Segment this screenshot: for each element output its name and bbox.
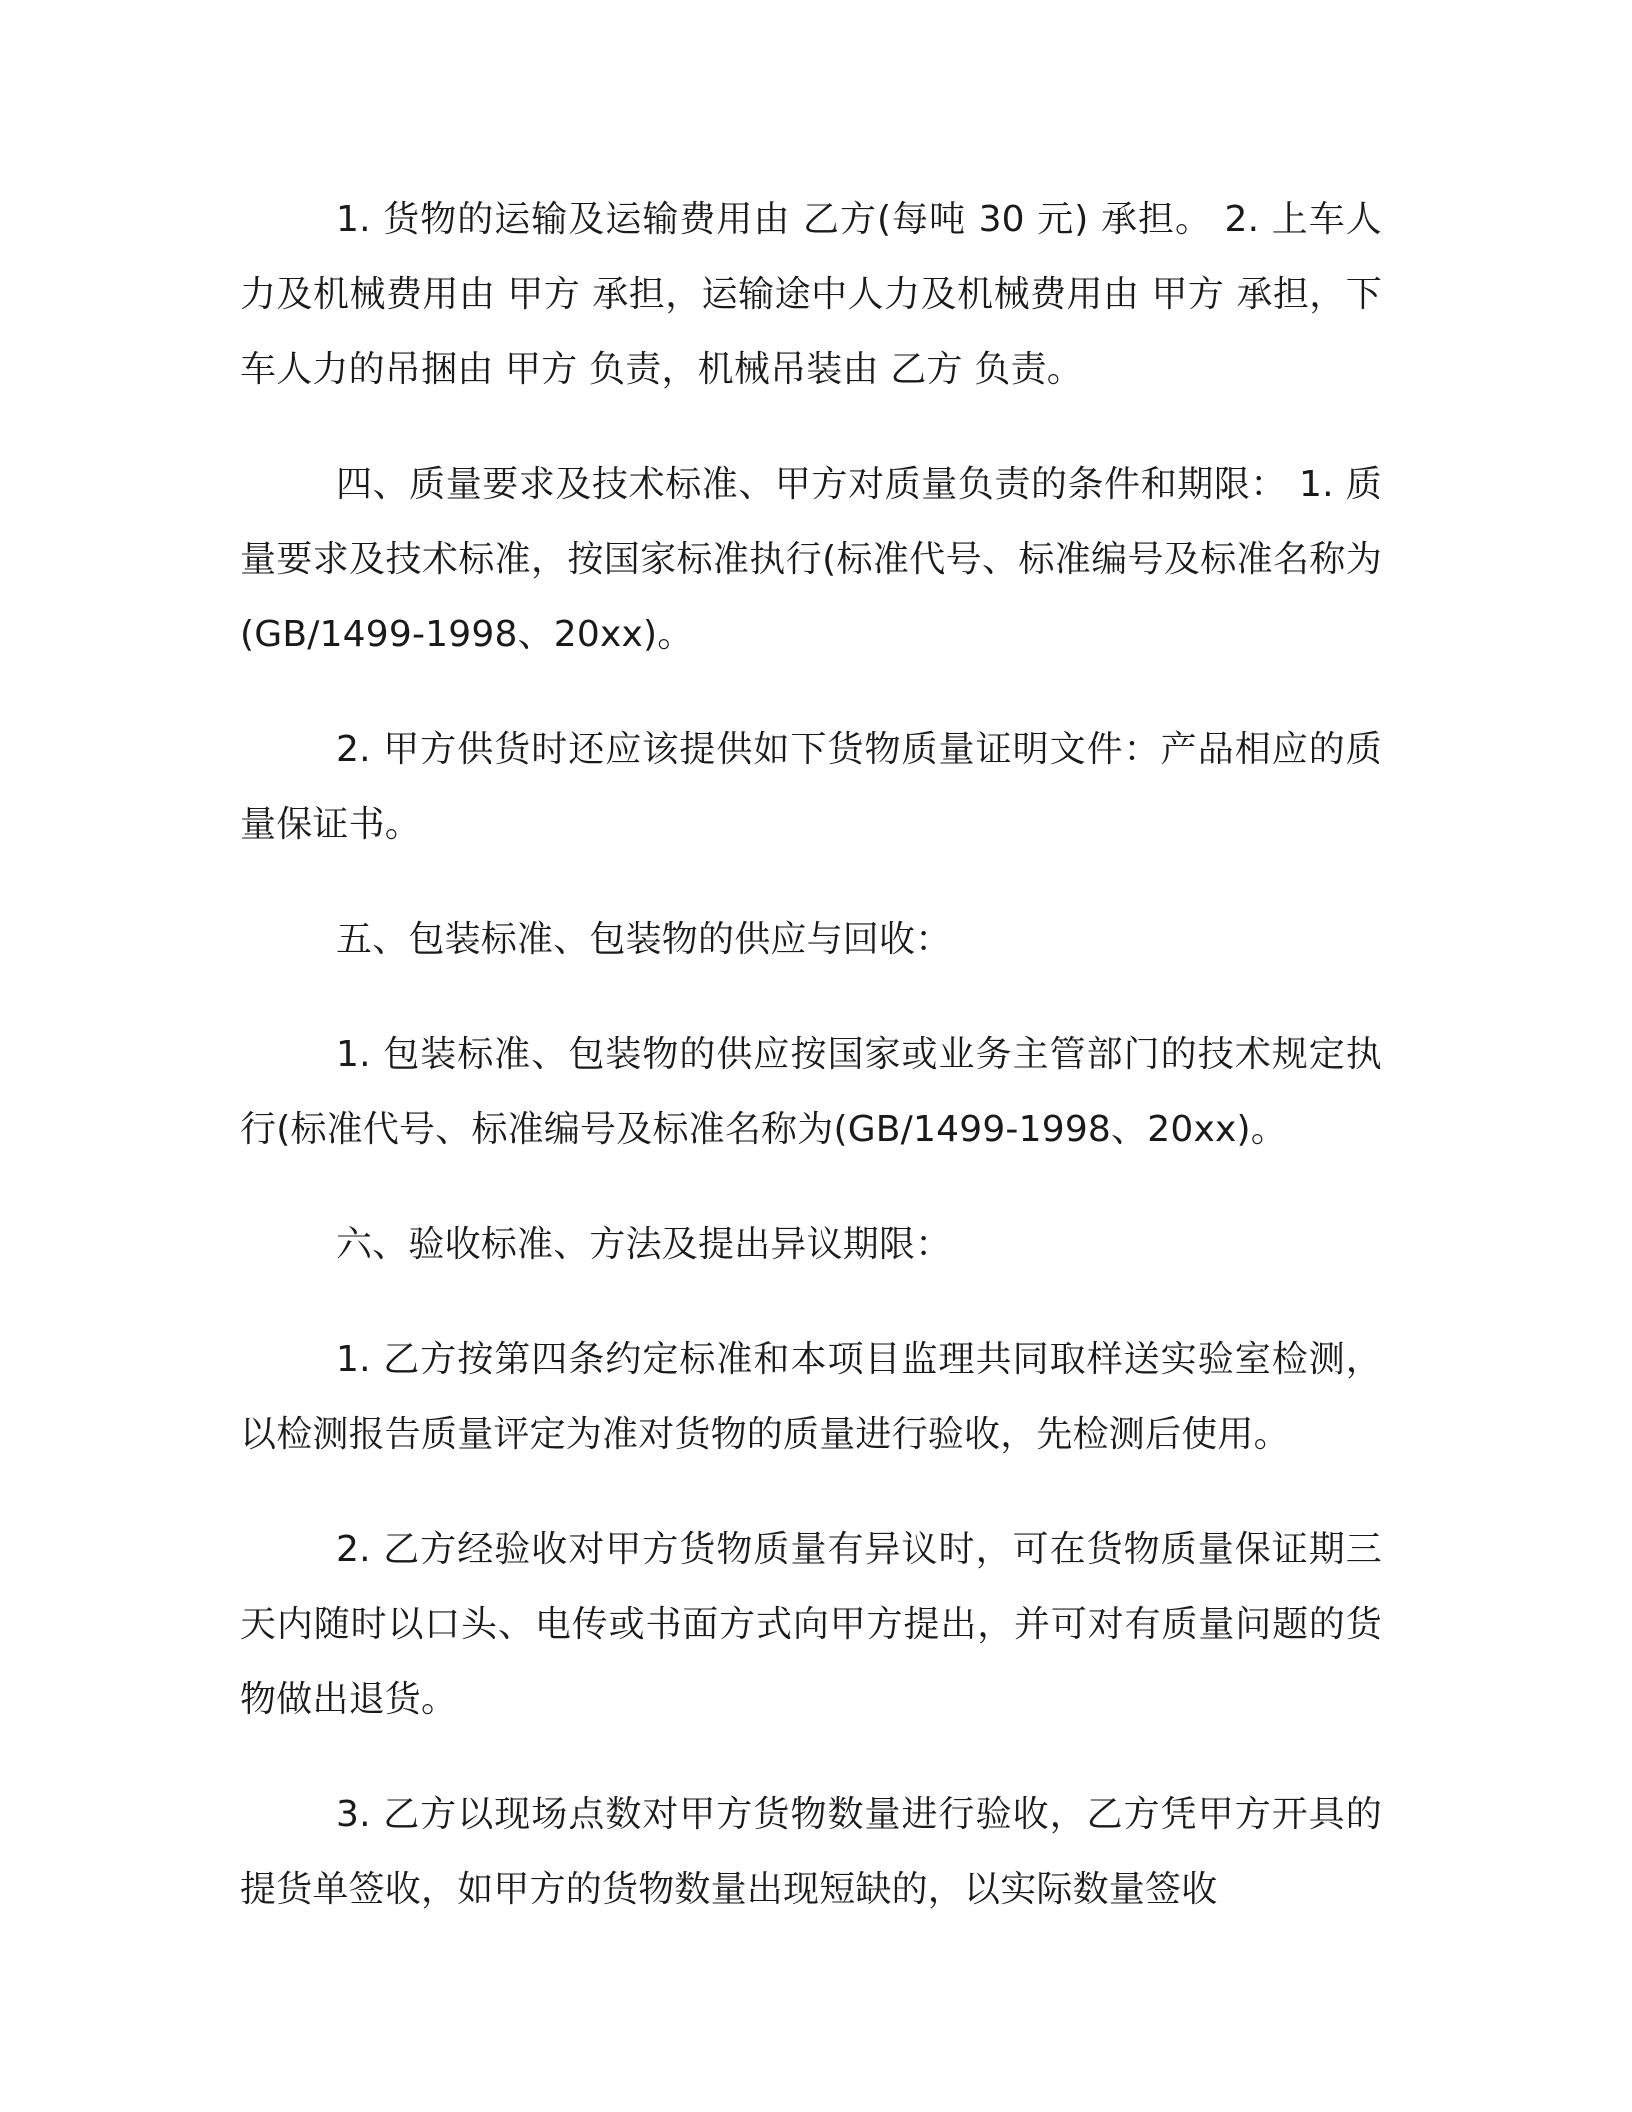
paragraph-quality-objection: 2. 乙方经验收对甲方货物质量有异议时，可在货物质量保证期三天内随时以口头、电传或书面方式向甲方提出，并可对有质量问题的货物做出退货。 [240, 1529, 1382, 1720]
paragraph-quality-certificate: 2. 甲方供货时还应该提供如下货物质量证明文件：产品相应的质量保证书。 [240, 729, 1382, 845]
paragraph-transport-costs: 1. 货物的运输及运输费用由 乙方(每吨 30 元) 承担。 2. 上车人力及机械费用由 甲方 承担，运输途中人力及机械费用由 甲方 承担，下车人力的吊捆由 甲方 负责，机械吊装由 乙方 负责。 [240, 199, 1382, 390]
document-body [240, 182, 1382, 1927]
paragraph-acceptance-testing: 1. 乙方按第四条约定标准和本项目监理共同取样送实验室检测，以检测报告质量评定为准对货物的质量进行验收，先检测后使用。 [240, 1339, 1382, 1455]
heading-section-5-packaging: 五、包装标准、包装物的供应与回收： [336, 919, 952, 960]
heading-section-6-acceptance: 六、验收标准、方法及提出异议期限： [336, 1224, 952, 1265]
paragraph-section-4-quality: 四、质量要求及技术标准、甲方对质量负责的条件和期限： 1. 质量要求及技术标准，按国家标准执行(标准代号、标准编号及标准名称为(GB/1499-1998、20xx)。 [240, 464, 1382, 655]
paragraph-packaging-standard: 1. 包装标准、包装物的供应按国家或业务主管部门的技术规定执行(标准代号、标准编号及标准名称为(GB/1499-1998、20xx)。 [240, 1034, 1382, 1150]
paragraph-quantity-acceptance: 3. 乙方以现场点数对甲方货物数量进行验收，乙方凭甲方开具的提货单签收，如甲方的货物数量出现短缺的，以实际数量签收 [240, 1794, 1382, 1910]
